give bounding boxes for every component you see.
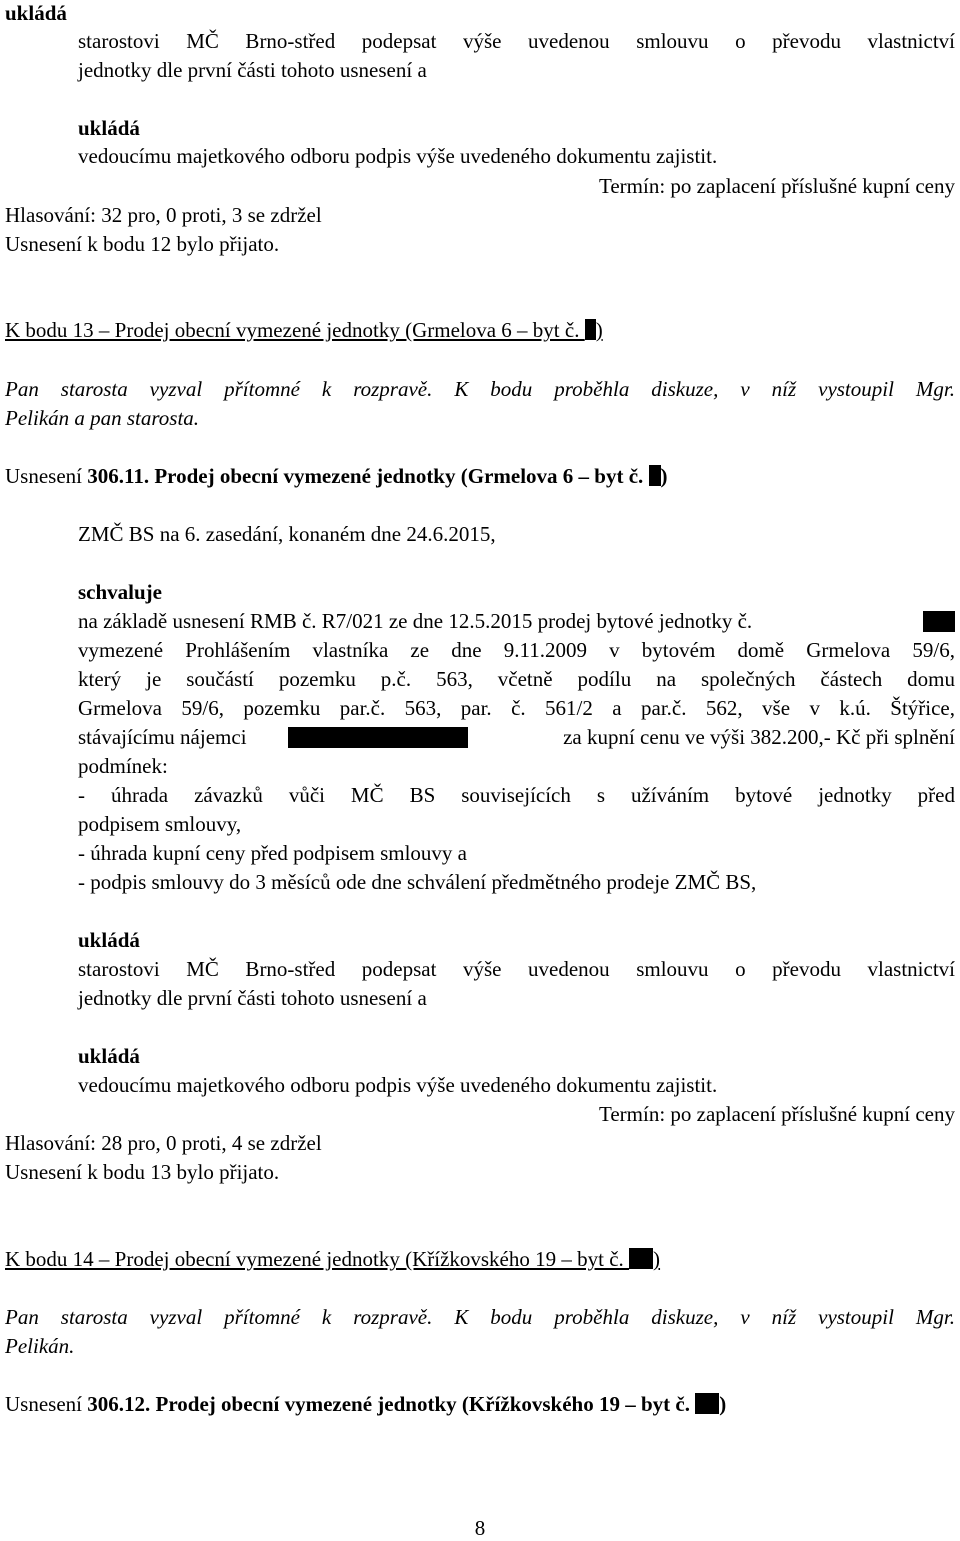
resolution-title-close: ) xyxy=(719,1392,727,1416)
schvaluje-heading: schvaluje xyxy=(78,580,162,604)
resolution-title-text: 306.11. Prodej obecní vymezené jednotky (Grmelova 6 – byt č. xyxy=(87,464,649,488)
redaction-box xyxy=(695,1393,719,1414)
ukl-text-1b: jednotky dle první části tohoto usnesení a xyxy=(78,58,427,82)
approval-text-5 xyxy=(78,724,955,750)
discussion-text-14b: Pelikán. xyxy=(5,1334,75,1358)
discussion-text-13a: Pan starosta vyzval přítomné k rozpravě. K bodu proběhla diskuze, v níž vystoupil Mgr. xyxy=(5,377,955,401)
ukl-heading-1: ukládá xyxy=(5,1,67,25)
approval-text-5-pre: stávajícímu nájemci xyxy=(78,725,247,749)
item-heading-14-text: K bodu 14 – Prodej obecní vymezené jednotky (Křížkovského 19 – byt č. xyxy=(5,1247,630,1271)
resolution-title-close: ) xyxy=(660,464,668,488)
redaction-box xyxy=(585,319,596,340)
condition-1b: podpisem smlouvy, xyxy=(78,812,242,836)
discussion-text-14a: Pan starosta vyzval přítomné k rozpravě. K bodu proběhla diskuze, v níž vystoupil Mgr. xyxy=(5,1305,955,1329)
ukl-text-3b: jednotky dle první části tohoto usnesení a xyxy=(78,986,427,1010)
page-number: 8 xyxy=(474,1516,486,1540)
vote-line-13: Hlasování: 28 pro, 0 proti, 4 se zdržel xyxy=(5,1131,322,1155)
ukl-text-3a: starostovi MČ Brno-střed podepsat výše uvedenou smlouvu o převodu vlastnictví xyxy=(78,957,955,981)
result-line: Usnesení k bodu 12 bylo přijato. xyxy=(5,232,280,256)
ukl-text-4: vedoucímu majetkového odboru podpis výše uvedeného dokumentu zajistit. xyxy=(78,1073,718,1097)
vote-line: Hlasování: 32 pro, 0 proti, 3 se zdržel xyxy=(5,203,322,227)
ukl-heading-3: ukládá xyxy=(78,928,140,952)
item-heading-14-close: ) xyxy=(653,1247,661,1271)
approval-text-3: který je součástí pozemku p.č. 563, včetně podílu na společných částech domu xyxy=(78,667,955,691)
condition-1a: - úhrada závazků vůči MČ BS souvisejících s užíváním bytové jednotky před xyxy=(78,783,955,807)
condition-2: - úhrada kupní ceny před podpisem smlouvy a xyxy=(78,841,467,865)
approval-text-5-post: za kupní cenu ve výši 382.200,- Kč při splnění xyxy=(563,725,955,749)
redaction-box xyxy=(288,727,468,748)
item-heading-13-close: ) xyxy=(595,318,603,342)
result-line-13: Usnesení k bodu 13 bylo přijato. xyxy=(5,1160,280,1184)
item-heading-13 xyxy=(5,317,603,343)
ukl-text-2: vedoucímu majetkového odboru podpis výše uvedeného dokumentu zajistit. xyxy=(78,144,718,168)
item-heading-13-text: K bodu 13 – Prodej obecní vymezené jednotky (Grmelova 6 – byt č. xyxy=(5,318,585,342)
redaction-box xyxy=(629,1248,653,1269)
approval-text-2: vymezené Prohlášením vlastníka ze dne 9.11.2009 v bytovém domě Grmelova 59/6, xyxy=(78,638,955,662)
condition-3: - podpis smlouvy do 3 měsíců ode dne schválení předmětného prodeje ZMČ BS, xyxy=(78,870,757,894)
resolution-prefix: Usnesení xyxy=(5,1392,88,1416)
ukl-heading-2: ukládá xyxy=(78,116,140,140)
termin-line-13: Termín: po zaplacení příslušné kupní ceny xyxy=(598,1102,955,1126)
item-heading-14 xyxy=(5,1246,660,1272)
approval-text-1 xyxy=(78,608,955,634)
approval-text-4: Grmelova 59/6, pozemku par.č. 563, par. č. 561/2 a par.č. 562, vše v k.ú. Štýřice, xyxy=(78,696,955,720)
zmc-line: ZMČ BS na 6. zasedání, konaném dne 24.6.2015, xyxy=(78,522,496,546)
ukl-text-1a: starostovi MČ Brno-střed podepsat výše uvedenou smlouvu o převodu vlastnictví xyxy=(78,29,955,53)
approval-text-6: podmínek: xyxy=(78,754,168,778)
termin-line: Termín: po zaplacení příslušné kupní ceny xyxy=(598,174,955,198)
resolution-prefix: Usnesení xyxy=(5,464,88,488)
redaction-box xyxy=(923,611,955,632)
resolution-title-14 xyxy=(5,1391,726,1417)
resolution-title-text: 306.12. Prodej obecní vymezené jednotky (Křížkovského 19 – byt č. xyxy=(87,1392,696,1416)
discussion-text-13b: Pelikán a pan starosta. xyxy=(5,406,200,430)
resolution-title-13 xyxy=(5,463,668,489)
ukl-heading-4: ukládá xyxy=(78,1044,140,1068)
approval-text-1-body: na základě usnesení RMB č. R7/021 ze dne 12.5.2015 prodej bytové jednotky č. xyxy=(78,609,753,633)
redaction-box xyxy=(649,465,661,486)
